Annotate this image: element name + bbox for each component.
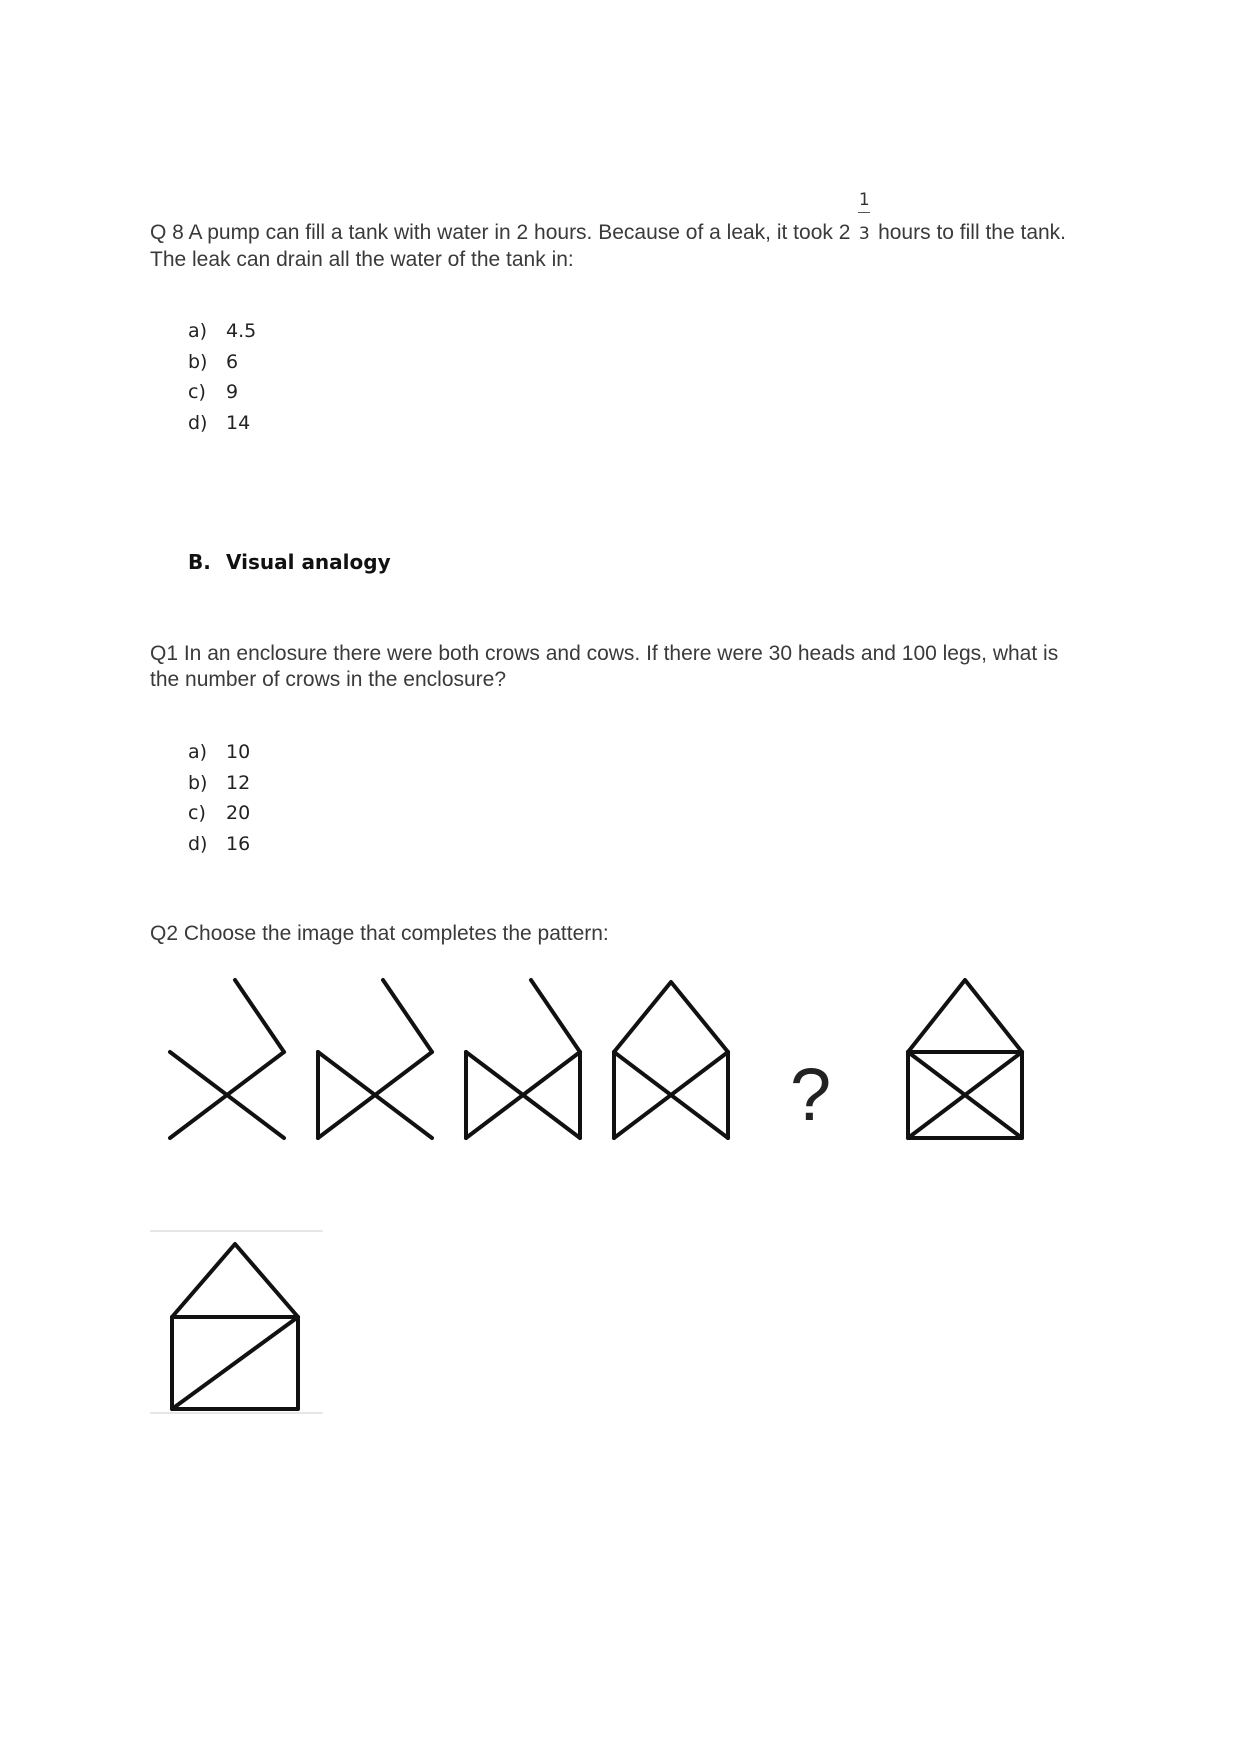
q1-options [188,737,250,859]
fraction-denominator: 3 [858,224,870,244]
q8-option-c[interactable]: c) 9 [188,381,239,403]
q1-option-a[interactable]: a) 10 [188,741,251,763]
q8-question-text [150,190,1090,273]
q2-question-text: Q2 Choose the image that completes the pattern: [150,922,609,945]
mixed-fraction [856,190,872,247]
fraction-numerator: 1 [858,190,870,210]
fraction-bar [858,212,870,213]
q8-option-b[interactable]: b) 6 [188,350,239,373]
q8-text-after: hours to fill the tank. The leak can drain all the water of the tank in: [150,221,1067,271]
pattern-figure-2 [318,980,432,1138]
q1-option-c[interactable]: c) 20 [188,802,251,824]
q1-option-d[interactable]: d) 16 [188,832,251,855]
q1-option-b[interactable]: b) 12 [188,771,251,794]
pattern-figure-4 [614,982,728,1138]
q8-text-before: Q 8 A pump can fill a tank with water in 2 hours. Because of a leak, it took 2 [150,221,851,244]
pattern-sequence [150,970,1050,1150]
q8-option-d[interactable]: d) 14 [188,411,251,434]
section-title: Visual analogy [226,550,391,574]
pattern-figure-6 [908,980,1022,1138]
section-heading [188,550,391,574]
q8-options [188,316,256,438]
q8-option-a[interactable]: a) 4.5 [188,320,257,342]
section-label: B. [188,550,211,574]
missing-figure-question-mark: ? [790,1053,832,1136]
q1-question-text: Q1 In an enclosure there were both crows and cows. If there were 30 heads and 100 legs, what is the number of crows in the enclosure? [150,642,1059,691]
pattern-figure-3 [466,980,580,1138]
pattern-figure-1 [170,980,284,1138]
answer-figure[interactable] [150,1230,325,1415]
